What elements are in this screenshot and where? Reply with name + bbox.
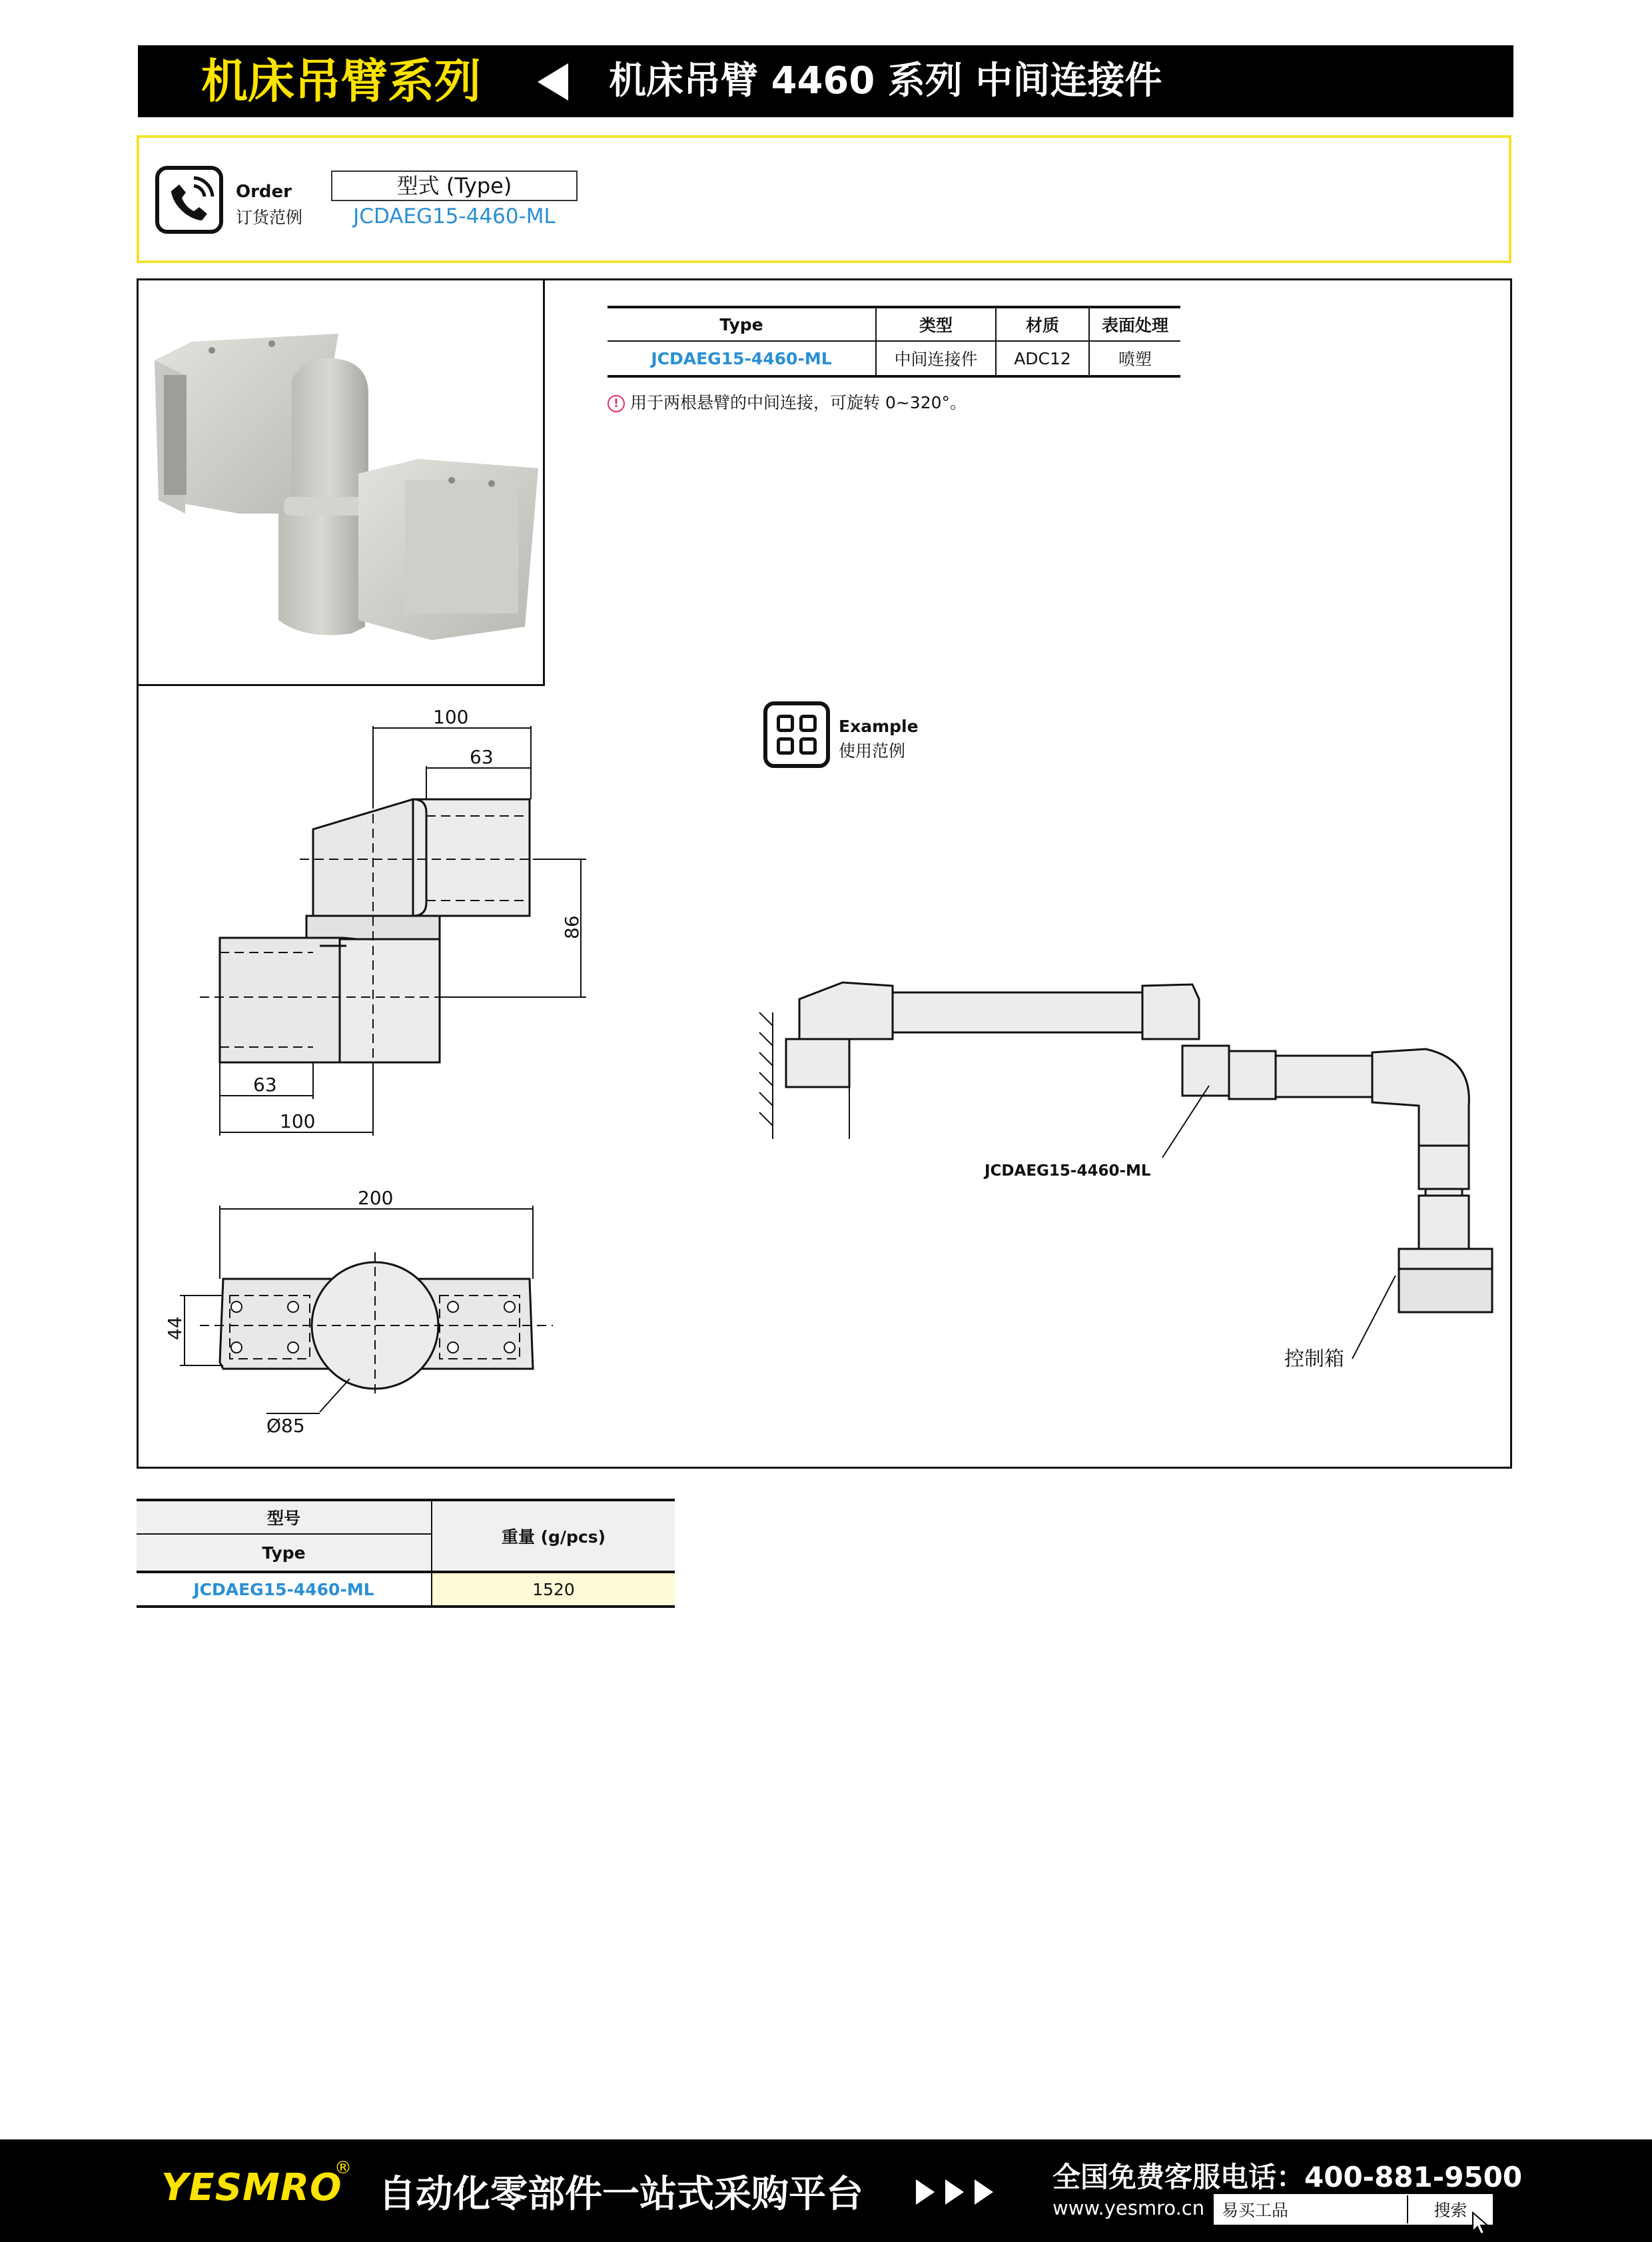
spec-header-type: Type	[608, 307, 876, 341]
weight-type-value[interactable]: JCDAEG15-4460-ML	[137, 1572, 432, 1607]
footer-bar	[0, 2139, 1652, 2242]
footer-website[interactable]: www.yesmro.cn	[1052, 2197, 1205, 2219]
spec-header-finish: 表面处理	[1089, 307, 1180, 341]
search-box	[1214, 2194, 1493, 2225]
search-input[interactable]	[1215, 2195, 1408, 2223]
example-part-label: JCDAEG15-4460-ML	[985, 1162, 1151, 1180]
spec-category-value: 中间连接件	[876, 341, 996, 376]
weight-header-type-en: Type	[137, 1534, 432, 1572]
registered-mark: ®	[334, 2158, 352, 2178]
dim-d85: Ø85	[266, 1415, 305, 1437]
weight-table	[137, 1499, 675, 1608]
brand-logo[interactable]: YESMRO	[161, 2166, 342, 2209]
order-type-label: 型式 (Type)	[331, 171, 578, 201]
weight-header-type-cn: 型号	[137, 1500, 432, 1534]
example-box-label: 控制箱	[1284, 1347, 1344, 1371]
order-label-en: Order	[236, 182, 292, 202]
order-type-code[interactable]: JCDAEG15-4460-ML	[353, 204, 556, 228]
search-button[interactable]: 搜索	[1410, 2195, 1491, 2223]
warning-icon: !	[608, 395, 625, 412]
dim-86: 86	[561, 915, 583, 939]
footer-hotline: 全国免费客服电话：400-881-9500	[1052, 2161, 1523, 2193]
example-label-en: Example	[839, 717, 919, 736]
cursor-icon	[1471, 2211, 1491, 2238]
spec-header-category: 类型	[876, 307, 996, 341]
spec-finish-value: 喷塑	[1089, 341, 1180, 376]
dim-200: 200	[358, 1187, 394, 1209]
dim-63-bottom: 63	[253, 1074, 277, 1096]
spec-type-value[interactable]: JCDAEG15-4460-ML	[608, 341, 876, 376]
dim-44: 44	[164, 1316, 186, 1340]
usage-note-text: 用于两根悬臂的中间连接，可旋转 0~320°。	[630, 393, 967, 412]
dim-100-bottom: 100	[280, 1110, 316, 1132]
series-title: 机床吊臂系列	[201, 54, 481, 109]
spec-header-material: 材质	[996, 307, 1089, 341]
dim-100-top: 100	[433, 706, 469, 728]
spec-material-value: ADC12	[996, 341, 1089, 376]
example-label-cn: 使用范例	[839, 741, 906, 761]
dim-63-top: 63	[470, 746, 494, 768]
page-title: 机床吊臂 4460 系列 中间连接件	[609, 59, 1162, 103]
order-label-cn: 订货范例	[236, 208, 303, 227]
weight-header-weight: 重量 (g/pcs)	[432, 1500, 675, 1572]
weight-value: 1520	[432, 1572, 675, 1607]
footer-slogan: 自动化零部件一站式采购平台	[378, 2173, 863, 2216]
